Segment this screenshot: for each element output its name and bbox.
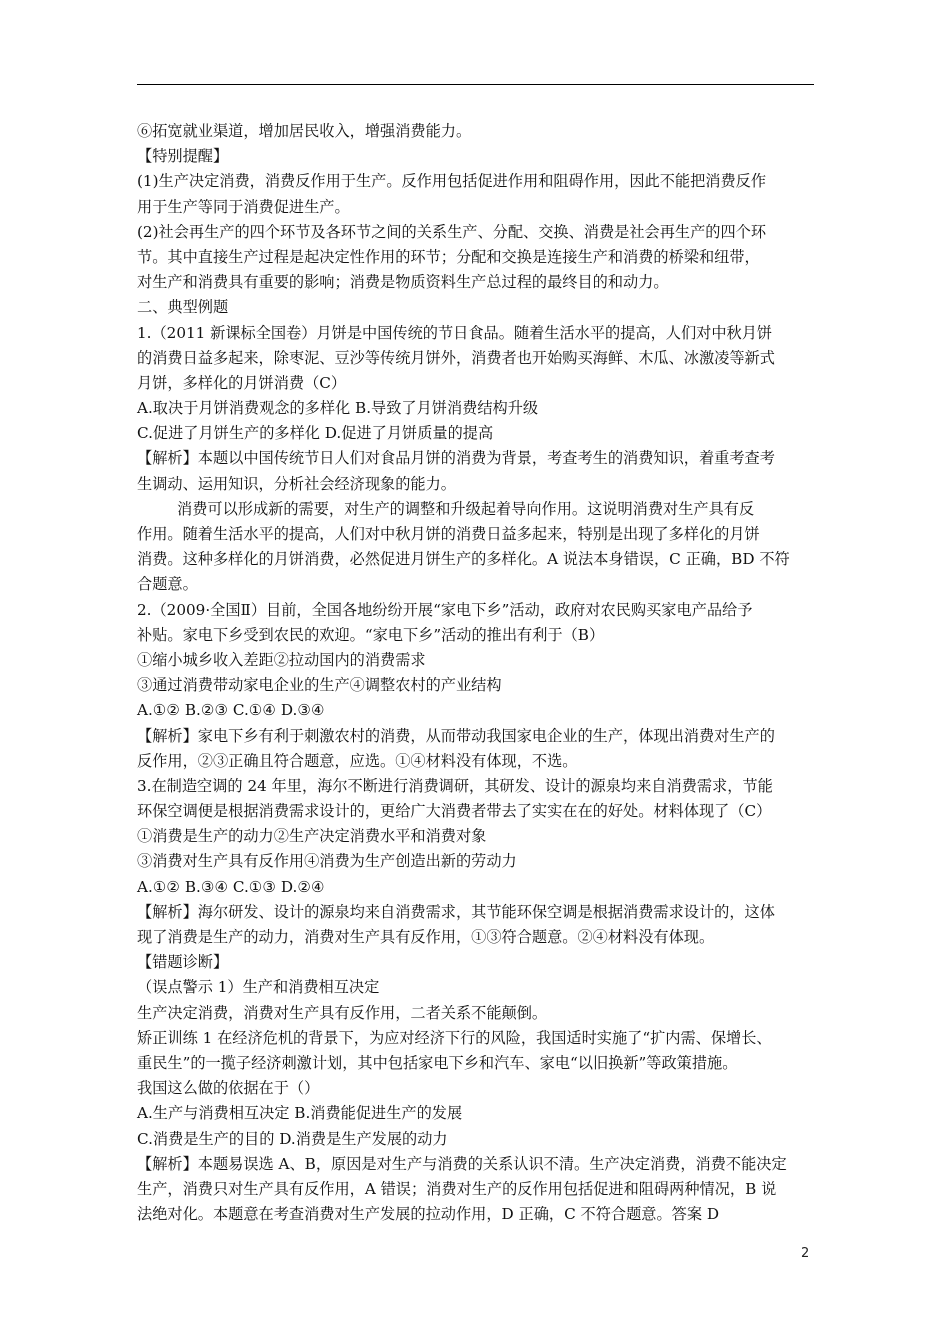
text-line: (1)生产决定消费，消费反作用于生产。反作用包括促进作用和阻碍作用，因此不能把消费反作 — [137, 172, 767, 191]
text-line: （误点警示 1）生产和消费相互决定 — [137, 978, 380, 997]
text-line: 月饼，多样化的月饼消费（C） — [137, 373, 347, 392]
analysis-line: 【解析】本题以中国传统节日人们对食品月饼的消费为背景，考查考生的消费知识，着重考查考 — [137, 449, 775, 468]
header-rule — [137, 84, 814, 85]
text-line: 反作用，②③正确且符合题意，应选。①④材料没有体现，不选。 — [137, 751, 578, 770]
text-line: 生产决定消费，消费对生产具有反作用，二者关系不能颠倒。 — [137, 1003, 548, 1022]
text-line: ①消费是生产的动力②生产决定消费水平和消费对象 — [137, 827, 487, 846]
section-heading-examples: 二、典型例题 — [137, 298, 229, 317]
question-1: 1.（2011 新课标全国卷）月饼是中国传统的节日食品。随着生活水平的提高，人们对中秋月饼 — [137, 323, 773, 342]
answer-options: A.①② B.②③ C.①④ D.③④ — [137, 701, 325, 720]
document-body — [137, 119, 817, 1227]
answer-options: C.消费是生产的目的 D.消费是生产发展的动力 — [137, 1129, 448, 1148]
correction-exercise-1: 矫正训练 1 在经济危机的背景下，为应对经济下行的风险，我国适时实施了“扩内需、保增长、 — [137, 1028, 772, 1047]
answer-options: A.①② B.③④ C.①③ D.②④ — [137, 877, 325, 896]
analysis-line: 【解析】家电下乡有利于刺激农村的消费，从而带动我国家电企业的生产，体现出消费对生产的 — [137, 726, 775, 745]
text-line: 的消费日益多起来，除枣泥、豆沙等传统月饼外，消费者也开始购买海鲜、木瓜、冰激凌等新式 — [137, 348, 775, 367]
text-line: 合题意。 — [137, 575, 198, 594]
text-line: 现了消费是生产的动力，消费对生产具有反作用，①③符合题意。②④材料没有体现。 — [137, 928, 715, 946]
text-line: (2)社会再生产的四个环节及各环节之间的关系生产、分配、交换、消费是社会再生产的四个环 — [137, 222, 767, 241]
text-line: 用于生产等同于消费促进生产。 — [137, 197, 350, 216]
text-line: ③通过消费带动家电企业的生产④调整农村的产业结构 — [137, 676, 502, 695]
text-line: 节。其中直接生产过程是起决定性作用的环节；分配和交换是连接生产和消费的桥梁和纽带， — [137, 247, 760, 266]
text-line: ③消费对生产具有反作用④消费为生产创造出新的劳动力 — [137, 852, 517, 871]
page-number: 2 — [801, 1246, 810, 1261]
text-line: 作用。随着生活水平的提高，人们对中秋月饼的消费日益多起来，特别是出现了多样化的月饼 — [137, 525, 760, 543]
text-line: 消费。这种多样化的月饼消费，必然促进月饼生产的多样化。A 说法本身错误，C 正确，BD 不符 — [137, 550, 790, 569]
analysis-line: 【解析】海尔研发、设计的源泉均来自消费需求，其节能环保空调是根据消费需求设计的，这体 — [137, 902, 775, 921]
answer-options: A.生产与消费相互决定 B.消费能促进生产的发展 — [137, 1104, 463, 1123]
text-line: 对生产和消费具有重要的影响；消费是物质资料生产总过程的最终目的和动力。 — [137, 273, 669, 292]
section-heading-error-diagnosis: 【错题诊断】 — [137, 953, 229, 972]
answer-options: C.促进了月饼生产的多样化 D.促进了月饼质量的提高 — [137, 424, 494, 443]
text-line: ①缩小城乡收入差距②拉动国内的消费需求 — [137, 650, 426, 669]
text-line: 环保空调便是根据消费需求设计的，更给广大消费者带去了实实在在的好处。材料体现了（C） — [137, 802, 772, 821]
question-2: 2.（2009·全国Ⅱ）目前，全国各地纷纷开展“家电下乡”活动，政府对农民购买家电产品给予 — [137, 600, 753, 619]
text-line: ⑥拓宽就业渠道，增加居民收入，增强消费能力。 — [137, 122, 472, 140]
answer-options: A.取决于月饼消费观念的多样化 B.导致了月饼消费结构升级 — [137, 399, 539, 418]
text-line: 消费可以形成新的需要，对生产的调整和升级起着导向作用。这说明消费对生产具有反 — [177, 499, 755, 518]
text-line: 我国这么做的依据在于（） — [137, 1079, 320, 1098]
section-heading-special-reminder: 【特别提醒】 — [137, 147, 229, 166]
analysis-line: 【解析】本题易误选 A、B，原因是对生产与消费的关系认识不清。生产决定消费，消费不能决定 — [137, 1154, 787, 1173]
text-line: 补贴。家电下乡受到农民的欢迎。“家电下乡”活动的推出有利于（B） — [137, 625, 605, 644]
text-line: 生调动、运用知识，分析社会经济现象的能力。 — [137, 474, 456, 493]
text-line: 法绝对化。本题意在考查消费对生产发展的拉动作用，D 正确，C 不符合题意。答案 D — [137, 1205, 720, 1224]
text-line: 重民生”的一揽子经济刺激计划，其中包括家电下乡和汽车、家电“以旧换新”等政策措施。 — [137, 1053, 738, 1072]
question-3: 3.在制造空调的 24 年里，海尔不断进行消费调研，其研发、设计的源泉均来自消费需求，节能 — [137, 776, 773, 795]
text-line: 生产，消费只对生产具有反作用，A 错误；消费对生产的反作用包括促进和阻碍两种情况，B 说 — [137, 1179, 777, 1198]
